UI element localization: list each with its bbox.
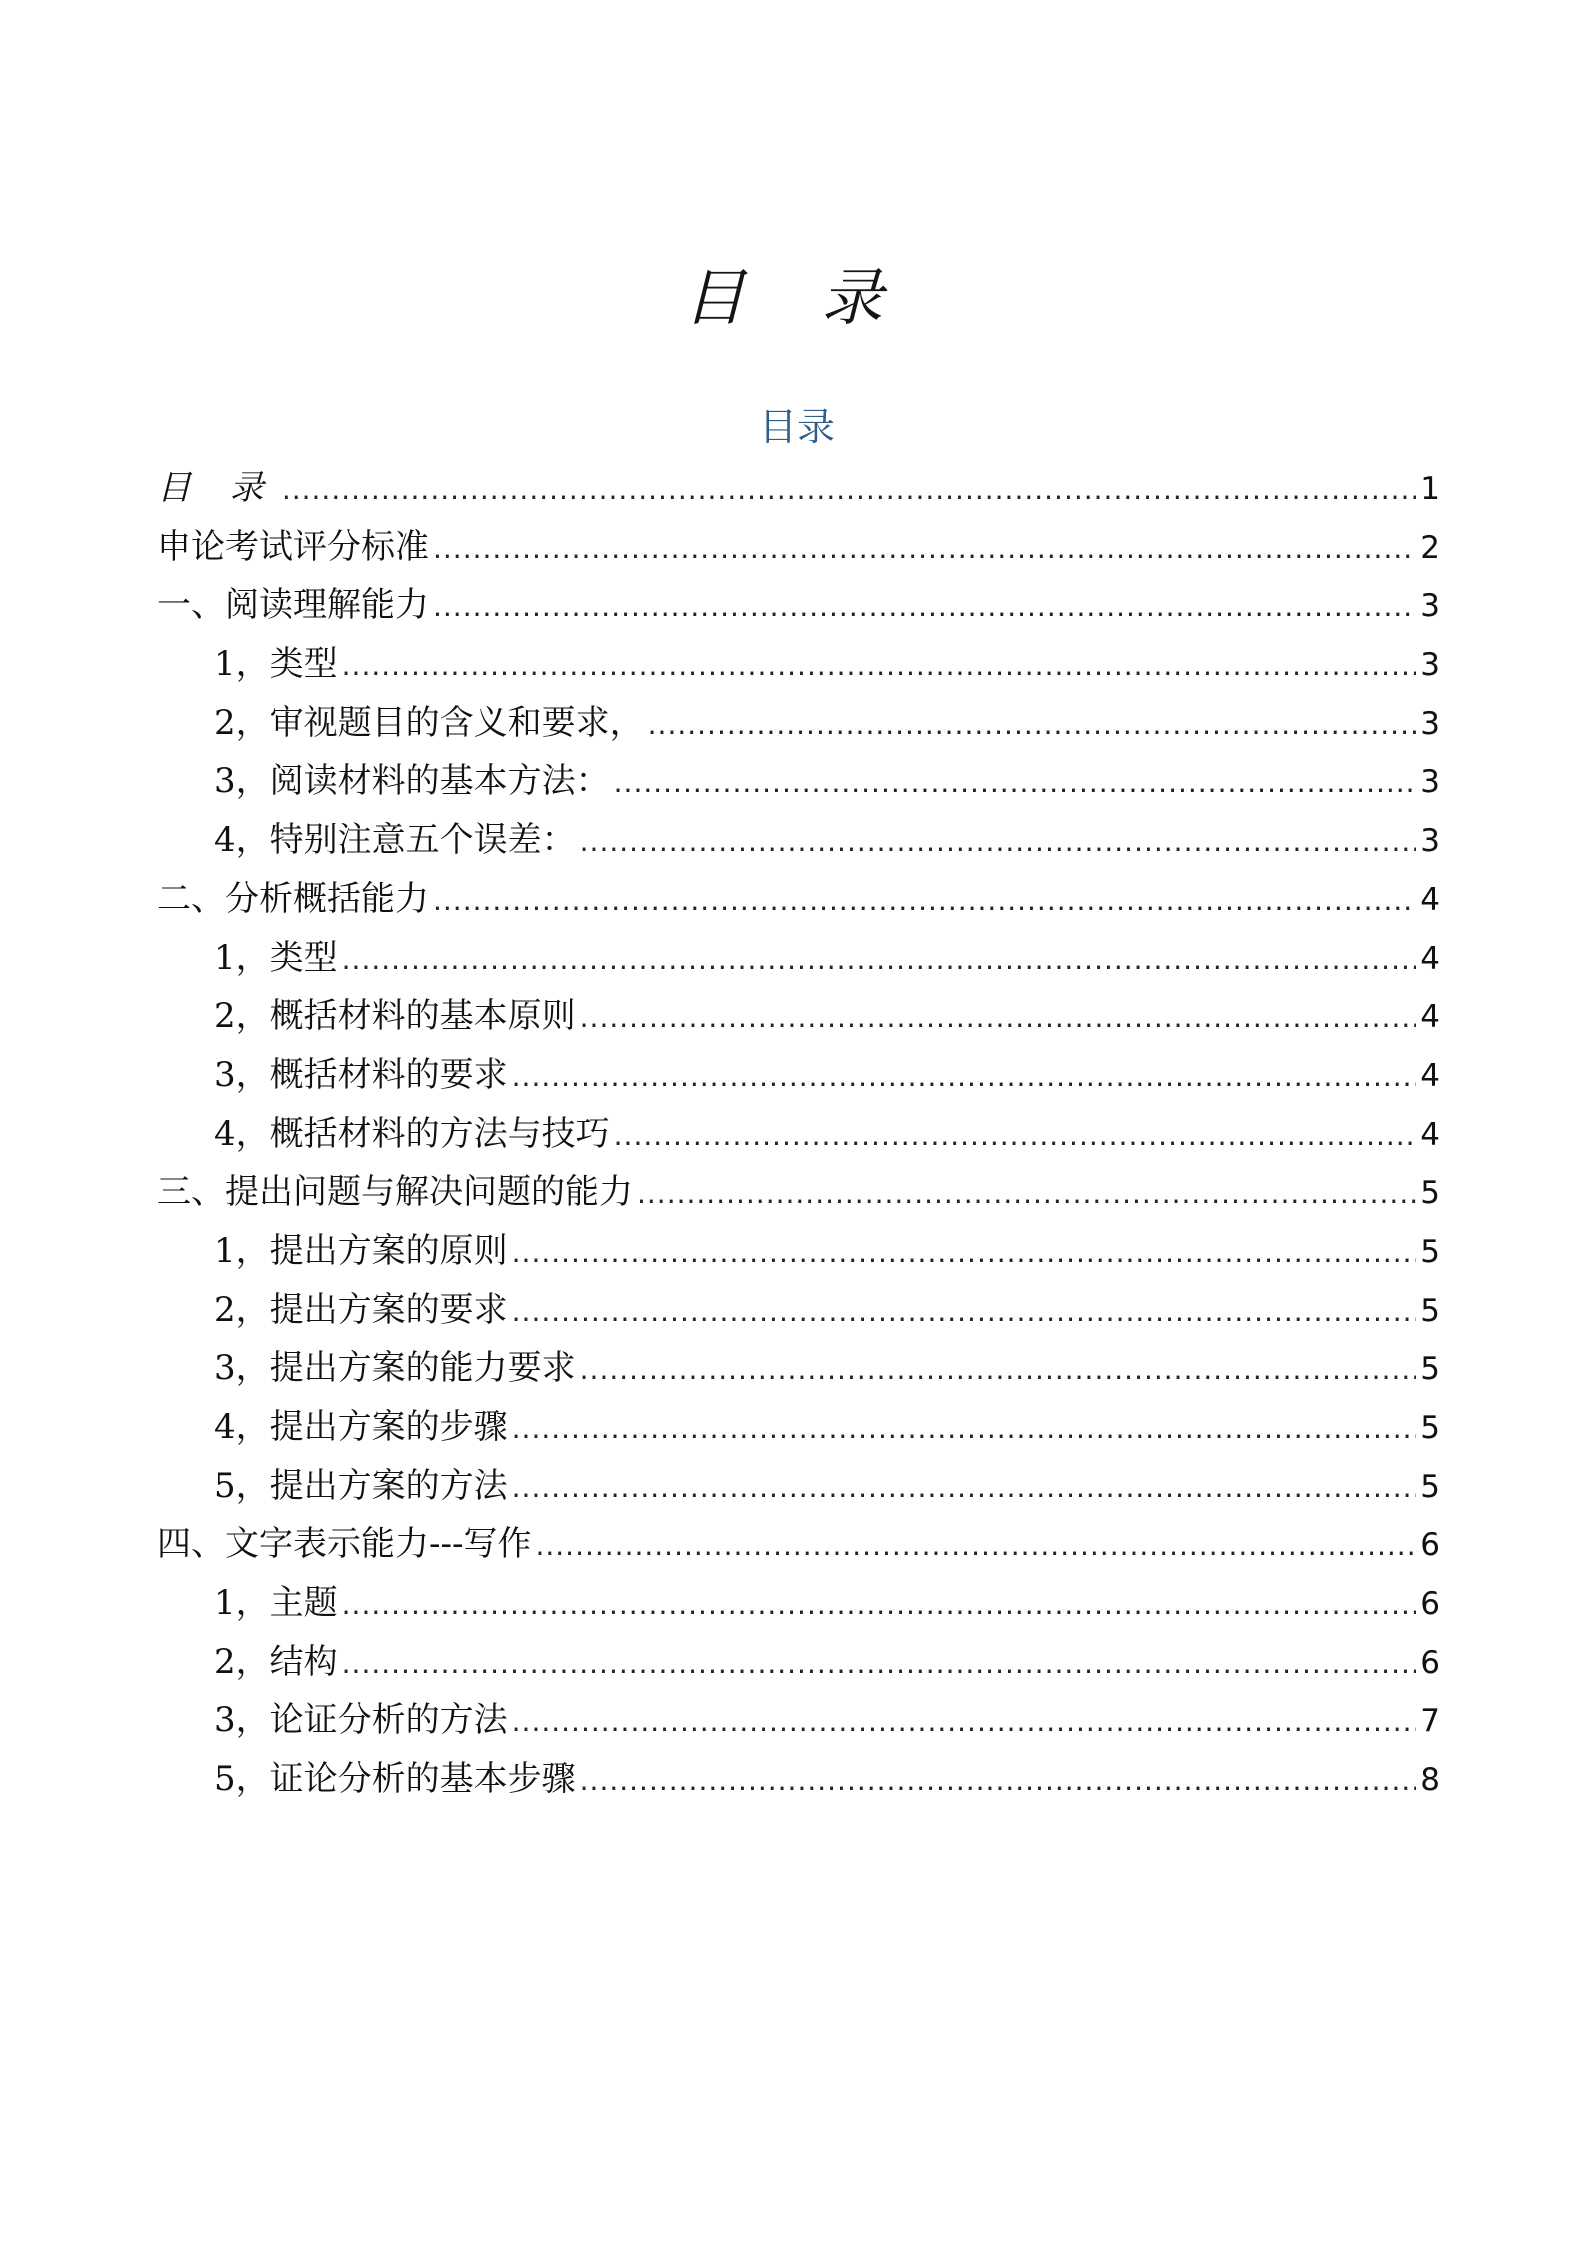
toc-entry[interactable]	[157, 459, 1440, 518]
dot-leader	[580, 1341, 1417, 1400]
dot-leader	[512, 1400, 1417, 1459]
toc-entry-text: 1，提出方案的原则	[214, 1230, 508, 1271]
toc-page-number: 6	[1420, 1527, 1440, 1564]
dot-leader	[433, 520, 1416, 579]
toc-entry-text: 2，结构	[214, 1641, 338, 1682]
toc-page-number: 6	[1420, 1586, 1440, 1623]
toc-entry[interactable]	[157, 1046, 1440, 1105]
toc-entry-text: 2，提出方案的要求	[214, 1289, 508, 1330]
toc-page-number: 4	[1420, 881, 1440, 918]
dot-leader	[580, 1752, 1417, 1811]
toc-page-number: 7	[1420, 1703, 1440, 1740]
toc-page-number: 3	[1420, 705, 1440, 742]
toc-heading: 目录	[758, 405, 835, 449]
toc-entry[interactable]	[157, 694, 1440, 753]
dot-leader	[580, 989, 1417, 1048]
dot-leader	[433, 578, 1416, 637]
toc-entry-text: 3，论证分析的方法	[214, 1700, 508, 1741]
toc-entry[interactable]	[157, 1633, 1440, 1692]
dot-leader	[282, 461, 1416, 520]
toc-entry[interactable]	[157, 752, 1440, 811]
toc-page-number: 5	[1420, 1410, 1440, 1446]
toc-entry[interactable]	[157, 1281, 1440, 1340]
toc-entry[interactable]	[157, 929, 1440, 988]
toc-page-number: 1	[1420, 471, 1440, 507]
toc-page-number: 3	[1420, 764, 1440, 801]
toc-entry-text: 3，概括材料的要求	[214, 1054, 508, 1095]
dot-leader	[512, 1283, 1417, 1342]
toc-entry-text: 5，证论分析的基本步骤	[214, 1759, 576, 1800]
toc-page-number: 3	[1420, 647, 1440, 684]
toc-entry-text: 1，类型	[214, 937, 338, 978]
toc-page-number: 3	[1420, 588, 1440, 625]
dot-leader	[648, 696, 1417, 755]
toc-page-number: 5	[1420, 1175, 1440, 1212]
table-of-contents	[157, 459, 1440, 1809]
dot-leader	[342, 1576, 1417, 1635]
toc-entry[interactable]	[157, 1750, 1440, 1809]
toc-entry-text: 2，概括材料的基本原则	[214, 996, 576, 1037]
dot-leader	[512, 1224, 1417, 1283]
page-title: 目 录	[683, 261, 911, 334]
toc-entry[interactable]	[157, 1339, 1440, 1398]
toc-page-number: 8	[1420, 1762, 1440, 1799]
dot-leader	[342, 1635, 1417, 1694]
toc-entry[interactable]	[157, 1398, 1440, 1457]
toc-entry-text: 四、文字表示能力---写作	[157, 1524, 532, 1565]
dot-leader	[342, 931, 1417, 990]
toc-entry[interactable]	[157, 635, 1440, 694]
toc-entry-text: 3，提出方案的能力要求	[214, 1348, 576, 1389]
dot-leader	[614, 754, 1417, 813]
toc-page-number: 5	[1420, 1468, 1440, 1505]
toc-entry[interactable]	[157, 1105, 1440, 1164]
toc-page-number: 5	[1420, 1292, 1440, 1329]
dot-leader	[512, 1693, 1417, 1752]
toc-entry-text: 4，概括材料的方法与技巧	[214, 1113, 610, 1154]
toc-page-number: 5	[1420, 1351, 1440, 1388]
toc-entry[interactable]	[157, 1222, 1440, 1281]
toc-entry-text: 2，审视题目的含义和要求，	[214, 702, 644, 743]
dot-leader	[433, 872, 1416, 931]
toc-entry-text: 4，提出方案的步骤	[214, 1407, 508, 1447]
toc-page-number: 5	[1420, 1233, 1440, 1270]
toc-page-number: 6	[1420, 1644, 1440, 1681]
toc-entry[interactable]	[157, 576, 1440, 635]
toc-entry-text: 5，提出方案的方法	[214, 1465, 508, 1506]
dot-leader	[342, 637, 1417, 696]
toc-entry[interactable]	[157, 1691, 1440, 1750]
dot-leader	[637, 1165, 1416, 1224]
toc-entry-text: 4，特别注意五个误差：	[214, 820, 576, 861]
dot-leader	[535, 1517, 1416, 1576]
toc-page-number: 4	[1420, 940, 1440, 977]
toc-entry[interactable]	[157, 518, 1440, 577]
dot-leader	[512, 1048, 1417, 1107]
dot-leader	[614, 1107, 1417, 1166]
toc-entry-text: 3，阅读材料的基本方法：	[214, 761, 610, 802]
dot-leader	[580, 813, 1417, 872]
toc-entry-text: 目 录	[157, 468, 278, 508]
toc-page-number: 2	[1420, 529, 1440, 566]
toc-entry[interactable]	[157, 1574, 1440, 1633]
toc-entry-text: 三、提出问题与解决问题的能力	[157, 1172, 633, 1213]
toc-entry[interactable]	[157, 1457, 1440, 1516]
toc-page-number: 4	[1420, 1057, 1440, 1094]
dot-leader	[512, 1459, 1417, 1518]
toc-entry-text: 二、分析概括能力	[157, 878, 429, 919]
toc-page-number: 4	[1420, 999, 1440, 1036]
toc-entry-text: 申论考试评分标准	[157, 526, 429, 567]
toc-entry-text: 1，类型	[214, 644, 338, 685]
toc-entry[interactable]	[157, 811, 1440, 870]
toc-entry[interactable]	[157, 870, 1440, 929]
toc-entry[interactable]	[157, 987, 1440, 1046]
toc-entry[interactable]	[157, 1515, 1440, 1574]
toc-page-number: 4	[1420, 1116, 1440, 1153]
toc-entry-text: 1，主题	[214, 1583, 338, 1624]
toc-entry-text: 一、阅读理解能力	[157, 585, 429, 626]
toc-page-number: 3	[1420, 823, 1440, 860]
toc-entry[interactable]	[157, 1163, 1440, 1222]
